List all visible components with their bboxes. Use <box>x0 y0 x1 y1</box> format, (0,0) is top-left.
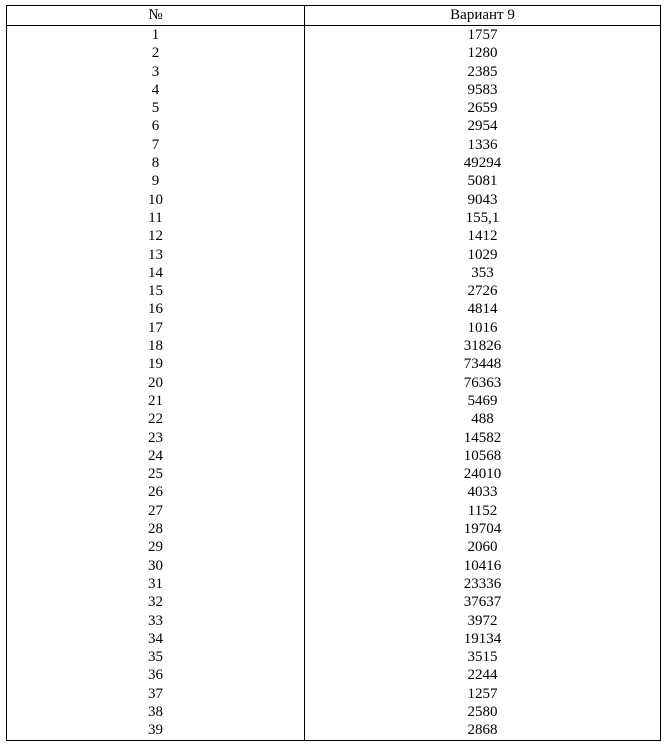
row-value-cell: 5081 <box>305 172 661 190</box>
table-header <box>7 6 661 26</box>
row-number-cell: 31 <box>7 575 305 593</box>
row-number-cell: 14 <box>7 264 305 282</box>
row-number-cell: 29 <box>7 538 305 556</box>
table-row <box>7 483 661 501</box>
table-row <box>7 429 661 447</box>
row-number-cell: 3 <box>7 63 305 81</box>
row-value-cell: 2385 <box>305 63 661 81</box>
row-value-cell: 76363 <box>305 374 661 392</box>
table-row <box>7 209 661 227</box>
row-number-cell: 36 <box>7 666 305 684</box>
table-row <box>7 666 661 684</box>
row-value-cell: 1029 <box>305 246 661 264</box>
row-number-cell: 30 <box>7 557 305 575</box>
row-number-cell: 17 <box>7 319 305 337</box>
header-variant: Вариант 9 <box>305 6 661 26</box>
table-row <box>7 26 661 45</box>
row-value-cell: 1257 <box>305 685 661 703</box>
row-number-cell: 34 <box>7 630 305 648</box>
table-row <box>7 538 661 556</box>
table-row <box>7 721 661 740</box>
row-value-cell: 4814 <box>305 300 661 318</box>
table-row <box>7 136 661 154</box>
row-value-cell: 1336 <box>305 136 661 154</box>
row-value-cell: 2060 <box>305 538 661 556</box>
row-number-cell: 23 <box>7 429 305 447</box>
row-value-cell: 2580 <box>305 703 661 721</box>
table-row <box>7 502 661 520</box>
row-value-cell: 2954 <box>305 117 661 135</box>
row-value-cell: 1280 <box>305 44 661 62</box>
row-value-cell: 5469 <box>305 392 661 410</box>
row-number-cell: 5 <box>7 99 305 117</box>
row-value-cell: 9043 <box>305 191 661 209</box>
row-value-cell: 19134 <box>305 630 661 648</box>
row-value-cell: 19704 <box>305 520 661 538</box>
table-row <box>7 392 661 410</box>
table-row <box>7 557 661 575</box>
table-row <box>7 465 661 483</box>
row-number-cell: 11 <box>7 209 305 227</box>
row-value-cell: 1412 <box>305 227 661 245</box>
table-row <box>7 264 661 282</box>
table-row <box>7 117 661 135</box>
row-number-cell: 8 <box>7 154 305 172</box>
table-row <box>7 520 661 538</box>
row-number-cell: 26 <box>7 483 305 501</box>
row-value-cell: 2244 <box>305 666 661 684</box>
row-number-cell: 19 <box>7 355 305 373</box>
row-value-cell: 23336 <box>305 575 661 593</box>
row-number-cell: 28 <box>7 520 305 538</box>
row-value-cell: 1757 <box>305 26 661 45</box>
row-value-cell: 2868 <box>305 721 661 740</box>
table-row <box>7 300 661 318</box>
header-row <box>7 6 661 26</box>
row-value-cell: 3972 <box>305 612 661 630</box>
row-value-cell: 488 <box>305 410 661 428</box>
data-table <box>6 5 661 741</box>
table-row <box>7 191 661 209</box>
row-value-cell: 2726 <box>305 282 661 300</box>
row-number-cell: 27 <box>7 502 305 520</box>
row-number-cell: 22 <box>7 410 305 428</box>
table-row <box>7 319 661 337</box>
row-number-cell: 7 <box>7 136 305 154</box>
row-value-cell: 3515 <box>305 648 661 666</box>
row-number-cell: 18 <box>7 337 305 355</box>
row-number-cell: 9 <box>7 172 305 190</box>
row-value-cell: 1016 <box>305 319 661 337</box>
row-value-cell: 24010 <box>305 465 661 483</box>
table-row <box>7 447 661 465</box>
row-number-cell: 15 <box>7 282 305 300</box>
table-row <box>7 81 661 99</box>
table-row <box>7 337 661 355</box>
table-row <box>7 227 661 245</box>
row-number-cell: 4 <box>7 81 305 99</box>
row-number-cell: 32 <box>7 593 305 611</box>
row-number-cell: 1 <box>7 26 305 45</box>
row-number-cell: 24 <box>7 447 305 465</box>
row-value-cell: 10568 <box>305 447 661 465</box>
row-value-cell: 10416 <box>305 557 661 575</box>
row-number-cell: 12 <box>7 227 305 245</box>
table-row <box>7 99 661 117</box>
table-row <box>7 703 661 721</box>
row-number-cell: 35 <box>7 648 305 666</box>
table-row <box>7 575 661 593</box>
table-row <box>7 648 661 666</box>
header-number: № <box>7 6 305 26</box>
table-row <box>7 172 661 190</box>
row-number-cell: 6 <box>7 117 305 135</box>
table-row <box>7 410 661 428</box>
row-number-cell: 16 <box>7 300 305 318</box>
table-row <box>7 282 661 300</box>
table-body <box>7 26 661 741</box>
row-value-cell: 2659 <box>305 99 661 117</box>
row-value-cell: 1152 <box>305 502 661 520</box>
table-row <box>7 630 661 648</box>
table-row <box>7 63 661 81</box>
table-row <box>7 593 661 611</box>
row-value-cell: 49294 <box>305 154 661 172</box>
row-number-cell: 10 <box>7 191 305 209</box>
row-number-cell: 37 <box>7 685 305 703</box>
row-number-cell: 20 <box>7 374 305 392</box>
table-row <box>7 612 661 630</box>
row-value-cell: 155,1 <box>305 209 661 227</box>
row-value-cell: 14582 <box>305 429 661 447</box>
table-row <box>7 374 661 392</box>
table-row <box>7 246 661 264</box>
row-number-cell: 33 <box>7 612 305 630</box>
row-number-cell: 21 <box>7 392 305 410</box>
table-row <box>7 154 661 172</box>
row-value-cell: 73448 <box>305 355 661 373</box>
row-number-cell: 2 <box>7 44 305 62</box>
table-row <box>7 685 661 703</box>
row-value-cell: 353 <box>305 264 661 282</box>
row-number-cell: 38 <box>7 703 305 721</box>
table-row <box>7 44 661 62</box>
row-value-cell: 4033 <box>305 483 661 501</box>
row-number-cell: 39 <box>7 721 305 740</box>
row-value-cell: 37637 <box>305 593 661 611</box>
row-number-cell: 25 <box>7 465 305 483</box>
row-value-cell: 9583 <box>305 81 661 99</box>
row-number-cell: 13 <box>7 246 305 264</box>
table-row <box>7 355 661 373</box>
row-value-cell: 31826 <box>305 337 661 355</box>
